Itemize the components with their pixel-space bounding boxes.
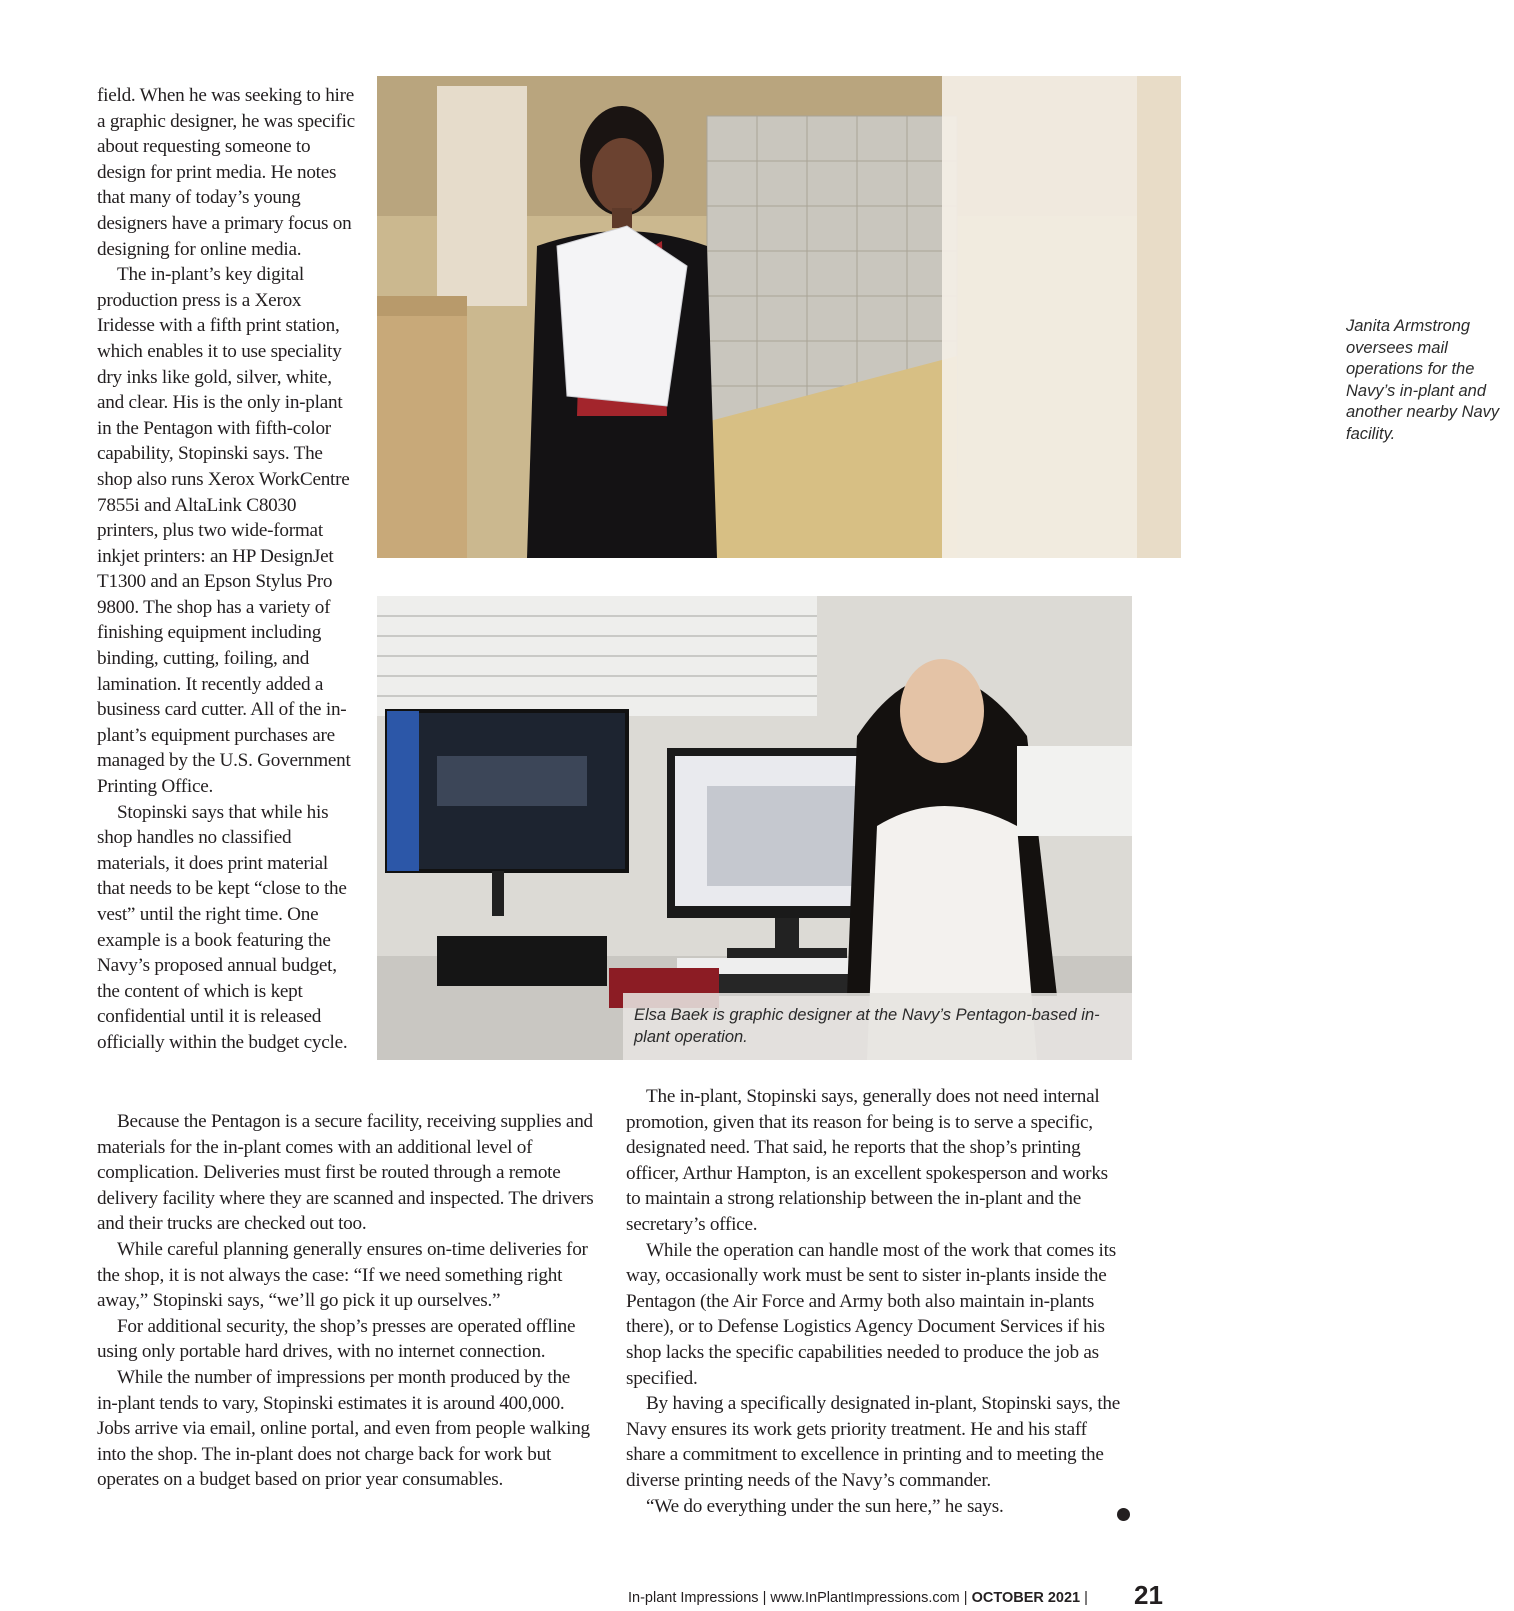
paragraph: field. When he was seeking to hire a graphic designer, he was specific about requesting someone to design for print media. He notes that many of today’s young designers have a primary focus on designing for online media. xyxy=(97,85,355,260)
page-number: 21 xyxy=(1134,1580,1163,1610)
paragraph: By having a specifically designated in-plant, Stopinski says, the Navy ensures its work gets priority treatment. He and his staff share a commitment to excellence in printing and to meeting the diverse printing needs of the Navy’s commander. xyxy=(626,1393,1121,1491)
footer-website: www.InPlantImpressions.com xyxy=(770,1590,960,1606)
end-of-article-mark xyxy=(1117,1508,1130,1521)
footer-publication: In-plant Impressions xyxy=(628,1590,759,1606)
paragraph: Because the Pentagon is a secure facility, receiving supplies and materials for the in-plant comes with an additional level of complication. Deliveries must first be routed through a remote delivery facility where they are scanned and inspected. The drivers and their trucks are checked out too. xyxy=(97,1111,594,1235)
photo-elsa-baek xyxy=(377,596,1132,1060)
photo1-caption: Janita Armstrong oversees mail operations for the Navy’s in-plant and another nearby Navy facility. xyxy=(1346,317,1500,443)
photo2-caption: Elsa Baek is graphic designer at the Navy’s Pentagon-based in-plant operation. xyxy=(634,1006,1100,1046)
paragraph: While the number of impressions per month produced by the in-plant tends to vary, Stopinski estimates it is around 400,000. Jobs arrive via email, online portal, and even from people walking into the shop. The in-plant does not charge back for work but operates on a budget based on prior year consumables. xyxy=(97,1366,590,1491)
paragraph: For additional security, the shop’s presses are operated offline using only portable hard drives, with no internet connection. xyxy=(97,1315,576,1363)
footer-issue: OCTOBER 2021 xyxy=(971,1590,1081,1606)
bottom-left-text-column xyxy=(97,1109,595,1493)
photo-janita-armstrong xyxy=(377,76,1500,558)
paragraph: The in-plant, Stopinski says, generally does not need internal promotion, given that its reason for being is to serve a specific, designated need. That said, he reports that the shop’s printing officer, Arthur Hampton, is an excellent spokesperson and works to maintain a strong relationship between the in-plant and the secretary’s office. xyxy=(626,1086,1108,1235)
bottom-right-text-column xyxy=(626,1084,1126,1519)
page-footer xyxy=(628,1580,1168,1610)
paragraph: While careful planning generally ensures on-time deliveries for the shop, it is not always the case: “If we need something right away,” Stopinski says, “we’ll go pick it up ourselves.” xyxy=(97,1238,588,1312)
left-text-column xyxy=(97,83,357,1056)
paragraph: The in-plant’s key digital production press is a Xerox Iridesse with a fifth print station, which enables it to use speciality dry inks like gold, silver, white, and clear. His is the only in-plant in the Pentagon with fifth-color capability, Stopinski says. The shop also runs Xerox WorkCentre 7855i and AltaLink C8030 printers, plus two wide-format inkjet printers: an HP DesignJet T1300 and an Epson Stylus Pro 9800. The shop has a variety of finishing equipment including binding, cutting, foiling, and lamination. It recently added a business card cutter. All of the in-plant’s equipment purchases are managed by the U.S. Government Printing Office. xyxy=(97,264,351,798)
footer-publication-line: In-plant Impressions | www.InPlantImpressions.com | OCTOBER 2021 | xyxy=(628,1590,1088,1606)
paragraph: Stopinski says that while his shop handles no classified materials, it does print material that needs to be kept “close to the vest” until the right time. One example is a book featuring the Navy’s proposed annual budget, the content of which is kept confidential until it is released officially within the budget cycle. xyxy=(97,801,348,1053)
paragraph: “We do everything under the sun here,” he says. xyxy=(646,1495,1004,1517)
paragraph: While the operation can handle most of the work that comes its way, occasionally work must be sent to sister in-plants inside the Pentagon (the Air Force and Army both also maintain in-plants there), or to Defense Logistics Agency Document Services if his shop lacks the specific capabilities needed to produce the job as specified. xyxy=(626,1239,1116,1389)
